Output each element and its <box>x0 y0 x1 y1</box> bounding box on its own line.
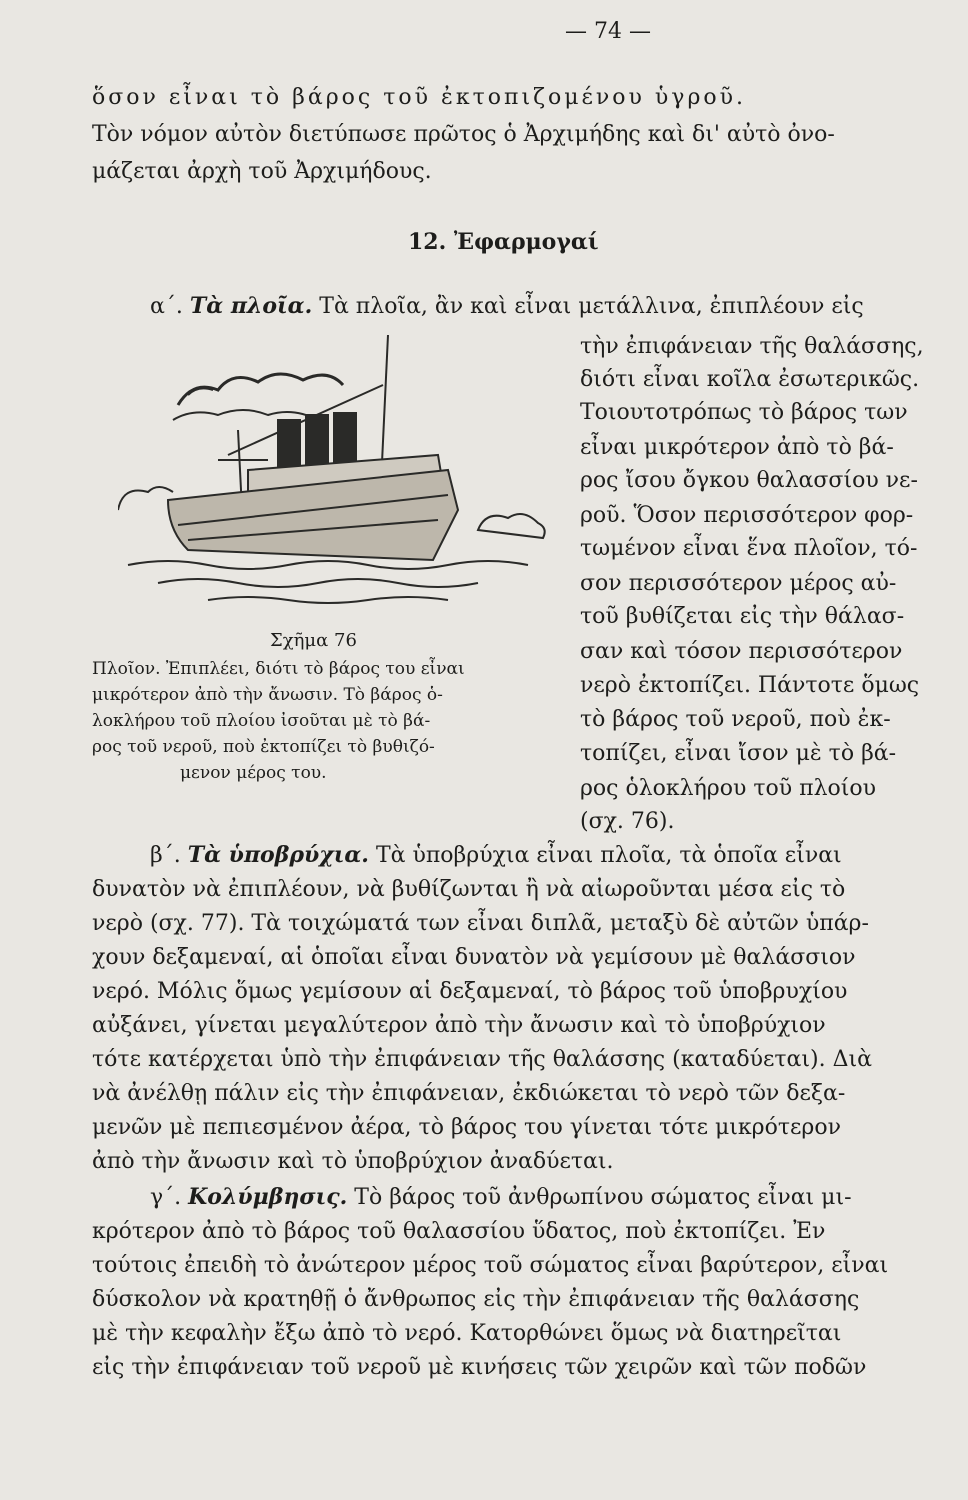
section-a-line: ρος ὁλοκλήρου τοῦ πλοίου <box>580 776 877 801</box>
section-b-line: τότε κατέρχεται ὑπὸ τὴν ἐπιφάνειαν τῆς θαλάσσης (καταδύεται). Διὰ <box>92 1047 872 1072</box>
section-b-line: χουν δεξαμεναί, αἱ ὁποῖαι εἶναι δυνατὸν νὰ γεμίσουν μὲ θαλάσσιον <box>92 945 856 970</box>
section-a-line: ροῦ. Ὅσον περισσότερον φορ- <box>580 503 914 528</box>
section-a-first-line: Τὰ πλοῖα, ἂν καὶ εἶναι μετάλλινα, ἐπιπλέουν εἰς <box>319 294 864 319</box>
section-b-line: νερὸ (σχ. 77). Τὰ τοιχώματά των εἶναι διπλᾶ, μεταξὺ δὲ αὐτῶν ὑπάρ- <box>92 911 869 936</box>
section-c-line: εἰς τὴν ἐπιφάνειαν τοῦ νεροῦ μὲ κινήσεις τῶν χειρῶν καὶ τῶν ποδῶν <box>92 1355 867 1380</box>
section-b-line: αὐξάνει, γίνεται μεγαλύτερον ἀπὸ τὴν ἄνωσιν καὶ τὸ ὑποβρύχιον <box>92 1013 826 1038</box>
figure-label: Σχῆμα 76 <box>270 630 357 651</box>
section-b-first-line: Τὰ ὑποβρύχια εἶναι πλοῖα, τὰ ὁποῖα εἶναι <box>375 843 842 868</box>
section-a-line: τὸ βάρος τοῦ νεροῦ, ποὺ ἐκ- <box>580 707 891 732</box>
section-a-heading <box>150 292 864 321</box>
section-b-line: δυνατὸν νὰ ἐπιπλέουν, νὰ βυθίζωνται ἢ νὰ αἰωροῦνται μέσα εἰς τὸ <box>92 877 846 902</box>
intro-line-1: ὅσον εἶναι τὸ βάρος τοῦ ἐκτοπιζομένου ὑγροῦ. <box>92 85 746 110</box>
section-b-line: νὰ ἀνέλθῃ πάλιν εἰς τὴν ἐπιφάνειαν, ἐκδιώκεται τὸ νερὸ τῶν δεξα- <box>92 1081 846 1106</box>
section-a-line: τὴν ἐπιφάνειαν τῆς θαλάσσης, <box>580 334 924 359</box>
section-a-line: νερὸ ἐκτοπίζει. Πάντοτε ὅμως <box>580 673 920 698</box>
section-a-title: Τὰ πλοῖα. <box>189 293 313 319</box>
section-c-line: τούτοις ἐπειδὴ τὸ ἀνώτερον μέρος τοῦ σώματος εἶναι βαρύτερον, εἶναι <box>92 1253 889 1278</box>
section-c-label: γ΄. <box>150 1185 182 1210</box>
section-a-line: διότι εἶναι κοῖλα ἐσωτερικῶς. <box>580 367 920 392</box>
section-a-line: τοπίζει, εἶναι ἴσον μὲ τὸ βά- <box>580 741 897 766</box>
section-c-line: μὲ τὴν κεφαλὴν ἔξω ἀπὸ τὸ νερό. Κατορθώνει ὅμως νὰ διατηρεῖται <box>92 1321 842 1346</box>
page-number: — 74 — <box>565 19 651 44</box>
section-c-title: Κολύμβησις. <box>188 1184 348 1210</box>
caption-line: μικρότερον ἀπὸ τὴν ἄνωσιν. Τὸ βάρος ὁ- <box>92 685 443 705</box>
caption-line: Πλοῖον. Ἐπιπλέει, διότι τὸ βάρος του εἶναι <box>92 659 465 679</box>
section-a-line: σον περισσότερον μέρος αὐ- <box>580 571 897 596</box>
section-c-heading <box>150 1183 852 1212</box>
caption-line: μενον μέρος του. <box>180 763 327 783</box>
intro-line-3: μάζεται ἀρχὴ τοῦ Ἀρχιμήδους. <box>92 159 432 184</box>
section-a-line: τωμένον εἶναι ἕνα πλοῖον, τό- <box>580 536 918 561</box>
section-b-heading <box>150 841 842 870</box>
section-a-line: ρος ἴσου ὄγκου θαλασσίου νε- <box>580 468 918 493</box>
section-c-line: κρότερον ἀπὸ τὸ βάρος τοῦ θαλασσίου ὕδατος, ποὺ ἐκτοπίζει. Ἐν <box>92 1219 826 1244</box>
section-a-line: Τοιουτοτρόπως τὸ βάρος των <box>580 400 908 425</box>
section-c-line: δύσκολον νὰ κρατηθῇ ὁ ἄνθρωπος εἰς τὴν ἐπιφάνειαν τῆς θαλάσσης <box>92 1287 860 1312</box>
section-b-title: Τὰ ὑποβρύχια. <box>187 842 369 868</box>
caption-line: λοκλήρου τοῦ πλοίου ἰσοῦται μὲ τὸ βά- <box>92 711 431 731</box>
section-b-line: ἀπὸ τὴν ἄνωσιν καὶ τὸ ὑποβρύχιον ἀναδύεται. <box>92 1149 614 1174</box>
intro-line-2: Τὸν νόμον αὐτὸν διετύπωσε πρῶτος ὁ Ἀρχιμήδης καὶ δι' αὐτὸ ὀνο- <box>92 122 835 147</box>
section-title: 12. Ἐφαρμογαί <box>408 229 599 255</box>
section-a-line: τοῦ βυθίζεται εἰς τὴν θάλασ- <box>580 604 905 629</box>
caption-line: ρος τοῦ νεροῦ, ποὺ ἐκτοπίζει τὸ βυθιζό- <box>92 737 435 757</box>
section-b-line: νερό. Μόλις ὅμως γεμίσουν αἱ δεξαμεναί, τὸ βάρος τοῦ ὑποβρυχίου <box>92 979 848 1004</box>
section-a-line: σαν καὶ τόσον περισσότερον <box>580 639 903 664</box>
section-a-line: εἶναι μικρότερον ἀπὸ τὸ βά- <box>580 435 894 460</box>
section-a-label: α΄. <box>150 294 183 319</box>
section-a-line: (σχ. 76). <box>580 809 675 834</box>
ship-illustration <box>118 335 548 615</box>
section-b-line: μενῶν μὲ πεπιεσμένον ἀέρα, τὸ βάρος του γίνεται τότε μικρότερον <box>92 1115 841 1140</box>
section-c-first-line: Τὸ βάρος τοῦ ἀνθρωπίνου σώματος εἶναι μι- <box>354 1185 852 1210</box>
section-b-label: β΄. <box>150 843 181 868</box>
